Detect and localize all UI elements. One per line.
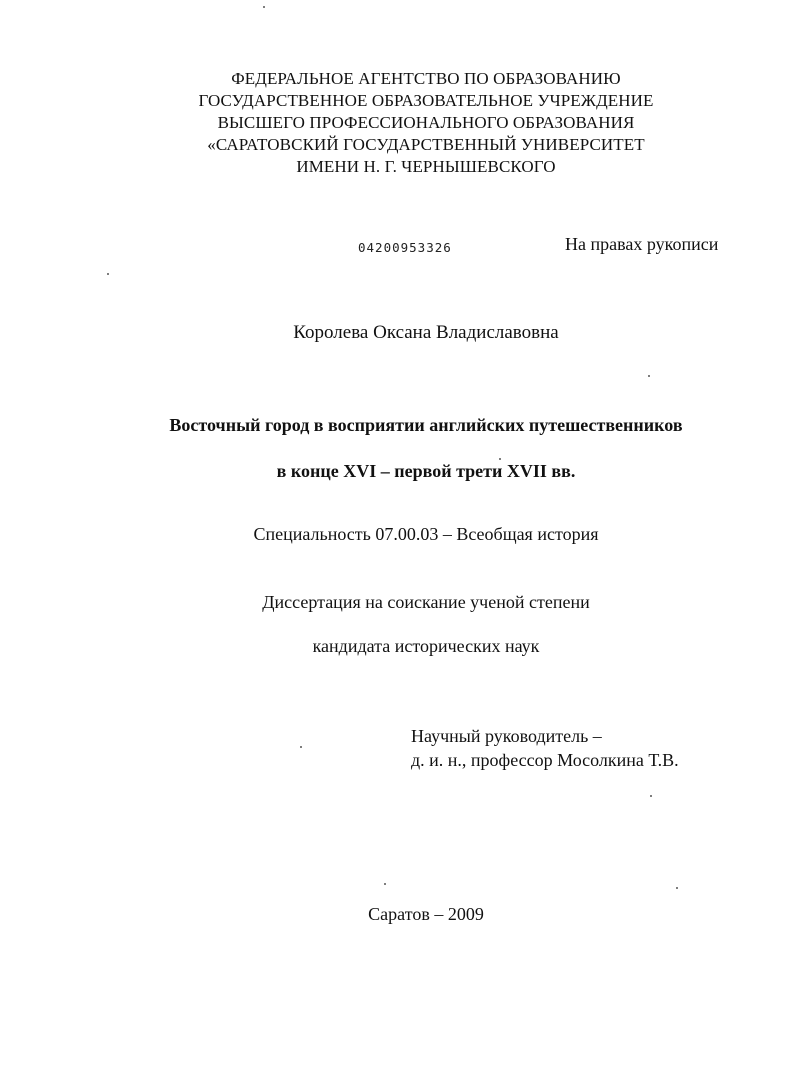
scientific-advisor [411, 724, 679, 772]
scan-speck [107, 273, 109, 275]
header-line: ИМЕНИ Н. Г. ЧЕРНЫШЕВСКОГО [296, 157, 556, 176]
header-line: ГОСУДАРСТВЕННОЕ ОБРАЗОВАТЕЛЬНОЕ УЧРЕЖДЕНИЕ [198, 91, 654, 110]
catalog-code: 04200953326 [358, 240, 452, 255]
advisor-name: д. и. н., профессор Мосолкина Т.В. [411, 750, 679, 770]
scan-speck [499, 458, 501, 460]
scan-speck [648, 375, 650, 377]
city-year: Саратов – 2009 [368, 904, 484, 924]
scan-speck [300, 746, 302, 748]
header-line: ФЕДЕРАЛЬНОЕ АГЕНТСТВО ПО ОБРАЗОВАНИЮ [231, 69, 621, 88]
dissertation-title-line-1: Восточный город в восприятии английских путешественников [169, 415, 683, 435]
header-line: ВЫСШЕГО ПРОФЕССИОНАЛЬНОГО ОБРАЗОВАНИЯ [217, 113, 635, 132]
scan-speck [650, 795, 652, 797]
degree-line-1: Диссертация на соискание ученой степени [262, 592, 590, 612]
institution-header [0, 68, 792, 178]
degree-line-2: кандидата исторических наук [312, 636, 540, 656]
scan-speck [676, 887, 678, 889]
author-name: Королева Оксана Владиславовна [293, 322, 559, 343]
scan-speck [263, 6, 265, 8]
advisor-label: Научный руководитель – [411, 726, 602, 746]
scan-speck [384, 883, 386, 885]
manuscript-rights-note: На правах рукописи [565, 234, 719, 254]
specialty: Специальность 07.00.03 – Всеобщая история [253, 524, 599, 544]
dissertation-title-line-2: в конце XVI – первой трети XVII вв. [276, 461, 576, 481]
header-line: «САРАТОВСКИЙ ГОСУДАРСТВЕННЫЙ УНИВЕРСИТЕТ [207, 135, 645, 154]
